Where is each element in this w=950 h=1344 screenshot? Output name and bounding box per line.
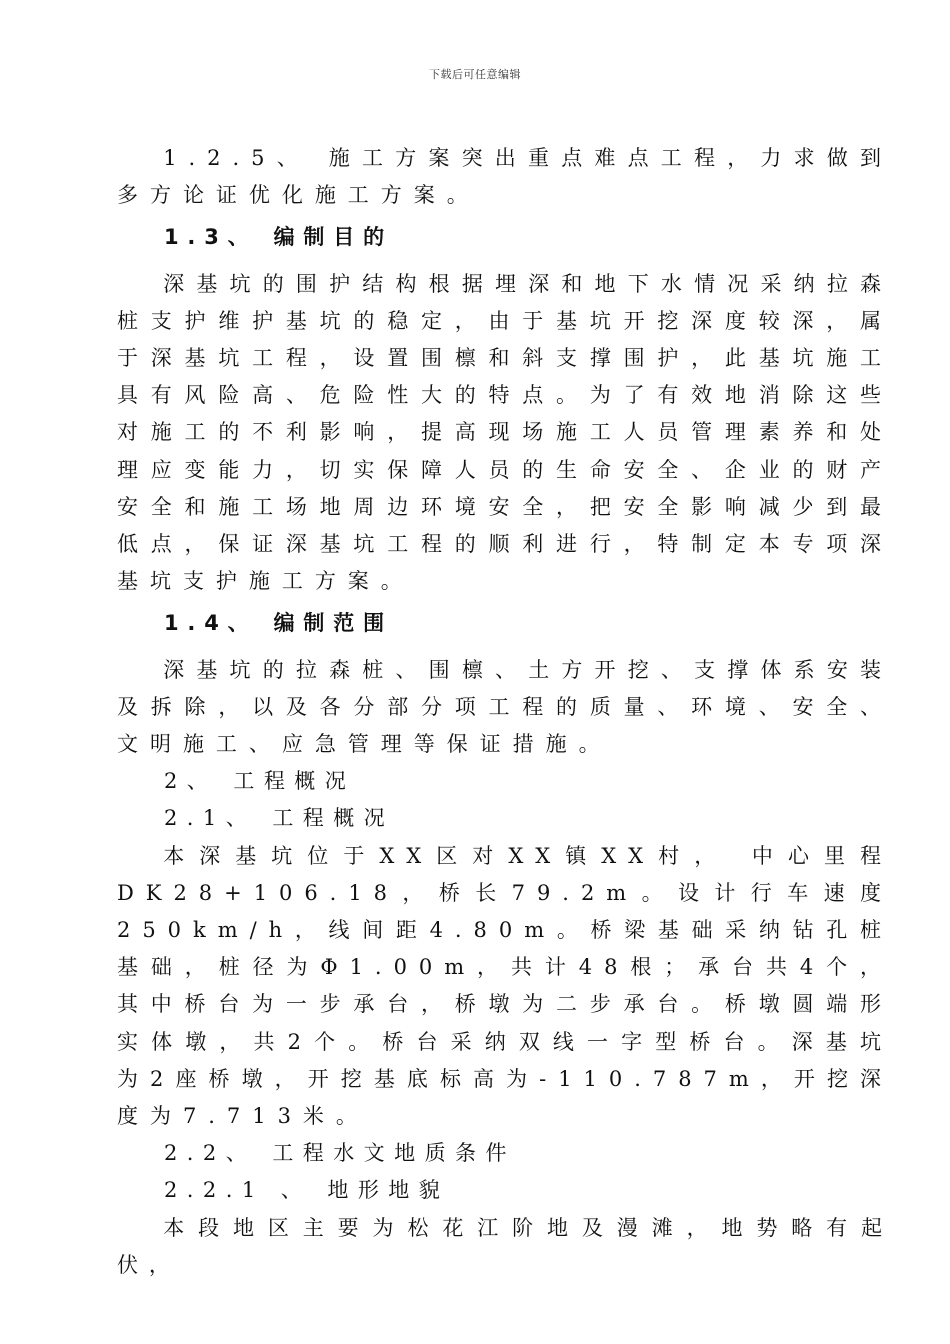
paragraph-1-3: 深基坑的围护结构根据埋深和地下水情况采纳拉森桩支护维护基坑的稳定，由于基坑开挖深度较深，属于深基坑工程，设置围檩和斜支撑围护，此基坑施工具有风险高、危险性大的特点。为了有效地消除这些对施工的不利影响，提高现场施工人员管理素养和处理应变能力，切实保障人员的生命安全、企业的财产安全和施工场地周边环境安全，把安全影响减少到最低点，保证深基坑工程的顺利进行，特制定本专项深基坑支护施工方案。 [117,271,893,594]
section-2-2-1-title: 2.2.1 、 地形地貌 [164,1178,450,1203]
paragraph-2-1: 本深基坑位于XX区对XX镇XX村， 中心里程DK28+106.18，桥长79.2m。设计行车速度250km/h，线间距4.80m。桥梁基础采纳钻孔桩基础，桩径为Φ1.00m，共计48根；承台共4个，其中桥台为一步承台，桥墩为二步承台。桥墩圆端形实体墩，共2个。桥台采纳双线一字型桥台。深基坑为2座桥墩，开挖基底标高为-110.787m，开挖深度为7.713米。 [117,843,893,1129]
page-header: 下载后可任意编辑 [429,68,521,81]
section-2-1-title: 2.1、 工程概况 [164,806,395,831]
paragraph-1-2-5: 1.2.5、 施工方案突出重点难点工程，力求做到多方论证优化施工方案。 [117,146,893,208]
document-body [117,140,893,1284]
paragraph-2-2-1: 本段地区主要为松花江阶地及漫滩，地势略有起伏， [117,1215,893,1277]
heading-1-3: 1.3、 编制目的 [164,225,393,250]
paragraph-1-4: 深基坑的拉森桩、围檩、土方开挖、支撑体系安装及拆除，以及各分部分项工程的质量、环境、安全、文明施工、应急管理等保证措施。 [117,657,893,757]
section-2-title: 2、 工程概况 [164,769,356,794]
heading-1-4: 1.4、 编制范围 [164,611,393,636]
section-2-2-title: 2.2、 工程水文地质条件 [164,1141,516,1166]
